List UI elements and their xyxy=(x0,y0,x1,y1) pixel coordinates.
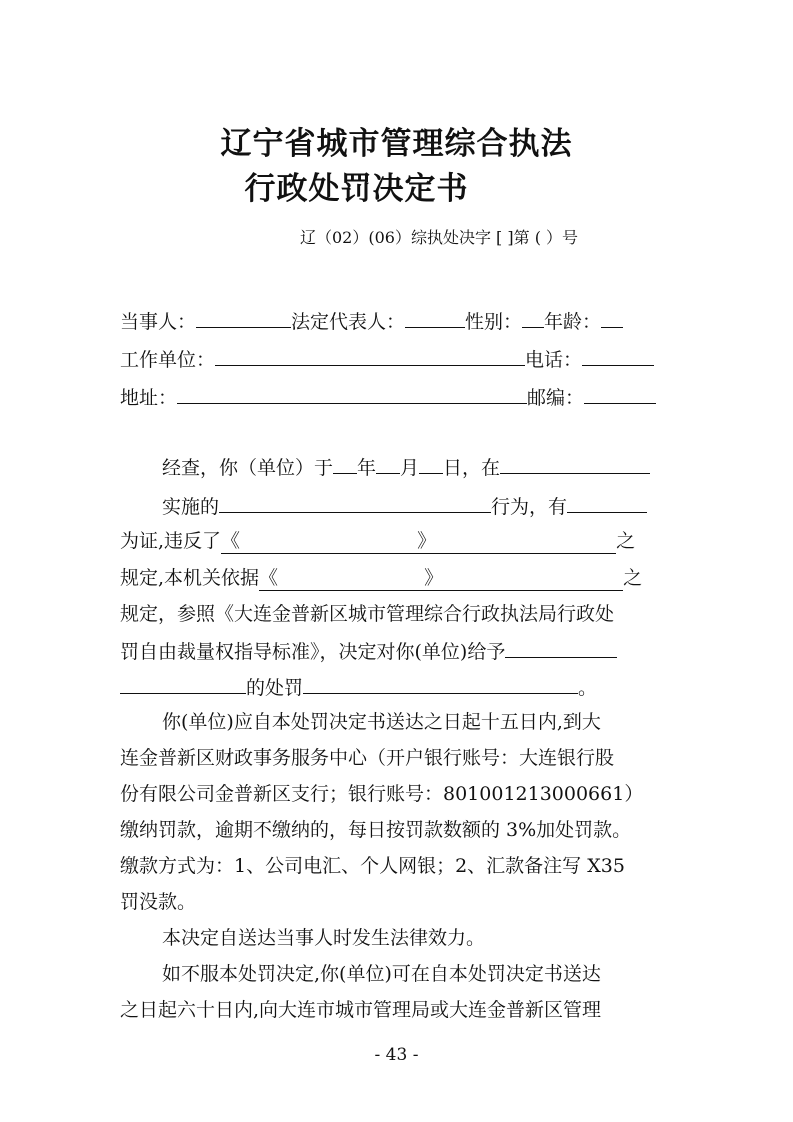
legal-rep-label: 法定代表人： xyxy=(291,311,406,333)
basis-law-field xyxy=(259,567,623,591)
location-blank xyxy=(500,452,650,474)
body-text: 之 xyxy=(616,530,636,552)
document-number: 辽（02）(06）综执处决字 [ ]第 ( ）号 xyxy=(300,228,579,247)
gender-label: 性别： xyxy=(465,311,523,333)
body-line-4 xyxy=(120,564,675,592)
body-text: 。 xyxy=(578,677,598,699)
body-line-9: 连金普新区财政事务服务中心（开户银行账号：大连银行股 xyxy=(120,747,615,769)
address-blank xyxy=(177,382,527,404)
phone-label: 电话： xyxy=(525,349,583,371)
penalty-detail-blank xyxy=(303,672,578,694)
book-title-close: 》 xyxy=(424,567,444,589)
body-text: 的处罚 xyxy=(246,677,304,699)
book-title-open: 《 xyxy=(221,530,241,552)
body-text: 经查，你（单位）于 xyxy=(162,457,334,479)
month-blank xyxy=(376,452,400,474)
postcode-label: 邮编： xyxy=(527,387,585,409)
body-line-13: 罚没款。 xyxy=(120,891,197,913)
work-unit-blank xyxy=(215,344,525,366)
body-text: 之 xyxy=(623,567,643,589)
day-blank xyxy=(419,452,443,474)
gender-blank xyxy=(522,306,544,328)
violated-law-field xyxy=(221,530,616,554)
body-text: 规定,本机关依据 xyxy=(120,567,260,589)
party-label: 当事人： xyxy=(120,311,197,333)
body-text: 月 xyxy=(400,457,420,479)
body-line-15: 如不服本处罚决定,你(单位)可在自本处罚决定书送达 xyxy=(162,963,601,985)
age-label: 年龄： xyxy=(544,311,602,333)
body-line-3 xyxy=(120,527,675,555)
behavior-blank xyxy=(219,491,491,513)
postcode-blank xyxy=(584,382,656,404)
body-line-7 xyxy=(120,672,675,700)
body-line-8: 你(单位)应自本处罚决定书送达之日起十五日内,到大 xyxy=(162,711,601,733)
penalty-blank-b xyxy=(120,672,246,694)
party-info-row-2 xyxy=(120,344,675,372)
body-text: 实施的 xyxy=(162,496,220,518)
evidence-blank xyxy=(567,491,647,513)
body-line-2 xyxy=(162,491,675,519)
book-title-open: 《 xyxy=(259,567,279,589)
body-text: 罚自由裁量权指导标准》，决定对你(单位)给予 xyxy=(120,641,506,663)
body-line-14: 本决定自送达当事人时发生法律效力。 xyxy=(162,927,486,949)
party-blank xyxy=(196,306,291,328)
body-text: 日，在 xyxy=(443,457,501,479)
year-blank xyxy=(333,452,357,474)
address-label: 地址： xyxy=(120,387,178,409)
body-line-5: 规定，参照《大连金普新区城市管理综合行政执法局行政处 xyxy=(120,603,615,625)
work-unit-label: 工作单位： xyxy=(120,349,216,371)
party-info-row-3 xyxy=(120,382,675,410)
body-line-6 xyxy=(120,636,675,664)
age-blank xyxy=(601,306,623,328)
body-text: 为证,违反了 xyxy=(120,530,222,552)
penalty-blank-a xyxy=(505,636,617,658)
body-text: 年 xyxy=(357,457,377,479)
body-line-11: 缴纳罚款，逾期不缴纳的，每日按罚款数额的 3%加处罚款。 xyxy=(120,819,632,841)
page-number: - 43 - xyxy=(374,1045,419,1065)
phone-blank xyxy=(582,344,654,366)
body-line-12: 缴款方式为：1、公司电汇、个人网银；2、汇款备注写 X35 xyxy=(120,855,625,877)
book-title-close: 》 xyxy=(417,530,437,552)
document-title-line-1: 辽宁省城市管理综合执法 xyxy=(220,126,573,162)
document-title-line-2: 行政处罚决定书 xyxy=(244,171,469,207)
body-line-1 xyxy=(162,452,675,480)
body-line-16: 之日起六十日内,向大连市城市管理局或大连金普新区管理 xyxy=(120,999,602,1021)
party-info-row-1 xyxy=(120,306,675,334)
legal-rep-blank xyxy=(405,306,465,328)
body-text: 行为，有 xyxy=(491,496,568,518)
body-line-10: 份有限公司金普新区支行；银行账号：801001213000661） xyxy=(120,783,644,805)
